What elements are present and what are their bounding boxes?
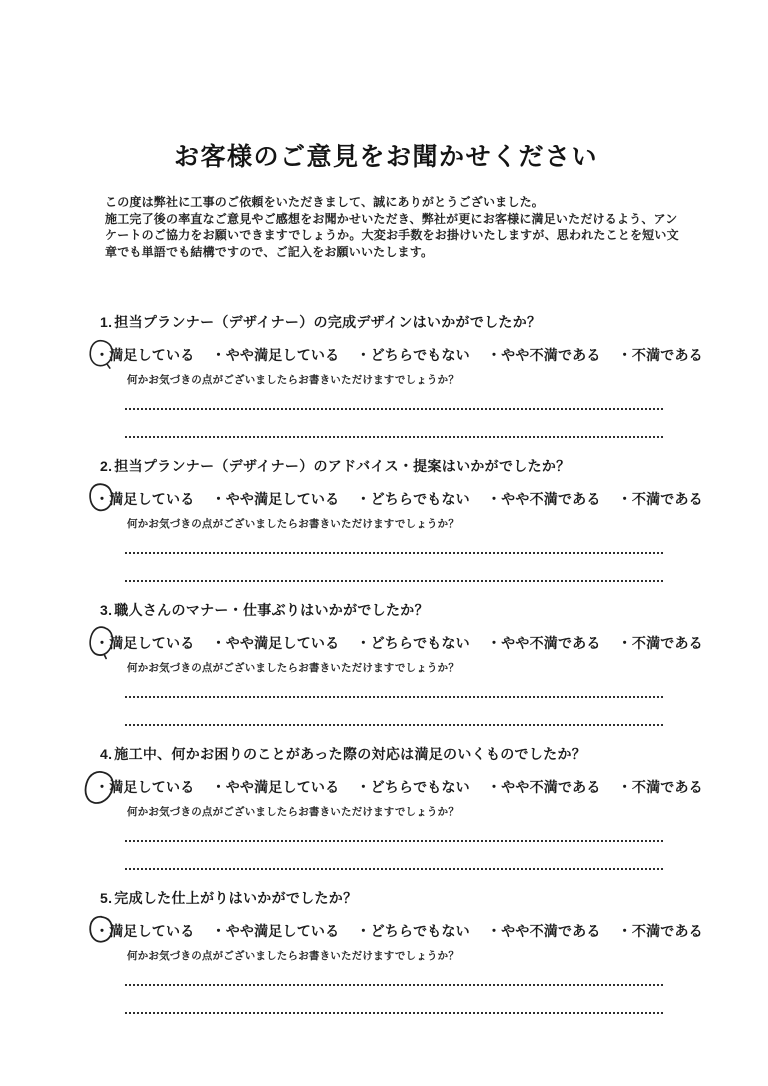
option-label: どちらでもない xyxy=(370,491,470,507)
option-somewhat-dissatisfied xyxy=(487,489,601,509)
option-dissatisfied xyxy=(618,633,703,653)
option-bullet: ・ xyxy=(356,347,371,363)
option-bullet: ・ xyxy=(95,923,110,939)
option-somewhat-satisfied xyxy=(212,489,340,509)
option-dissatisfied xyxy=(618,921,703,941)
option-label: 不満である xyxy=(631,923,703,939)
option-label: 満足している xyxy=(109,491,195,507)
question-text xyxy=(100,600,676,618)
option-label: どちらでもない xyxy=(370,347,470,363)
question-block-5 xyxy=(95,888,703,1014)
answer-line xyxy=(125,840,663,842)
option-row xyxy=(95,921,703,940)
option-dissatisfied xyxy=(618,345,703,365)
question-number: 5. xyxy=(100,890,113,906)
comment-prompt: 何かお気づきの点がございましたらお書きいただけますでしょうか？ xyxy=(127,518,460,530)
option-label: やや満足している xyxy=(225,347,340,363)
intro-line: 施工完了後の率直なご意見やご感想をお聞かせいただき、弊社が更にお客様に満足いただけるよう、アン xyxy=(105,211,678,226)
option-neutral xyxy=(356,921,469,941)
comment-prompt: 何かお気づきの点がございましたらお書きいただけますでしょうか？ xyxy=(127,806,460,818)
answer-line xyxy=(125,696,663,698)
option-label: 不満である xyxy=(631,347,703,363)
option-somewhat-dissatisfied xyxy=(487,921,601,941)
option-somewhat-dissatisfied xyxy=(487,345,601,365)
question-label: 施工中、何かお困りのことがあった際の対応は満足のいくものでしたか？ xyxy=(114,746,587,762)
option-satisfied xyxy=(95,633,194,653)
option-label: どちらでもない xyxy=(370,635,470,651)
option-bullet: ・ xyxy=(617,491,632,507)
option-bullet: ・ xyxy=(211,491,226,507)
option-satisfied xyxy=(95,921,194,941)
form-intro xyxy=(105,194,679,260)
option-neutral xyxy=(356,777,469,797)
option-label: やや満足している xyxy=(225,491,340,507)
option-row xyxy=(95,633,703,652)
answer-line xyxy=(125,580,663,582)
answer-line xyxy=(125,436,663,438)
option-label: やや満足している xyxy=(225,779,340,795)
question-number: 3. xyxy=(100,602,113,618)
option-bullet: ・ xyxy=(356,491,371,507)
question-text xyxy=(100,744,676,762)
comment-prompt: 何かお気づきの点がございましたらお書きいただけますでしょうか？ xyxy=(127,662,460,674)
option-bullet: ・ xyxy=(95,635,110,651)
question-number: 2. xyxy=(100,458,113,474)
question-label: 職人さんのマナー・仕事ぶりはいかがでしたか？ xyxy=(114,602,429,618)
question-block-2 xyxy=(95,456,703,582)
option-neutral xyxy=(356,489,469,509)
question-block-1 xyxy=(95,312,703,438)
form-title: お客様のご意見をお聞かせください xyxy=(173,144,598,171)
option-bullet: ・ xyxy=(617,923,632,939)
option-label: やや満足している xyxy=(225,635,340,651)
option-satisfied xyxy=(95,777,194,797)
option-somewhat-dissatisfied xyxy=(487,633,601,653)
question-label: 完成した仕上がりはいかがでしたか？ xyxy=(114,890,358,906)
comment-prompt: 何かお気づきの点がございましたらお書きいただけますでしょうか？ xyxy=(127,374,460,386)
question-label: 担当プランナー（デザイナー）の完成デザインはいかがでしたか？ xyxy=(114,314,542,330)
option-label: やや満足している xyxy=(225,923,340,939)
answer-line xyxy=(125,408,663,410)
question-block-4 xyxy=(95,744,703,870)
option-somewhat-dissatisfied xyxy=(487,777,601,797)
option-label: 不満である xyxy=(631,635,703,651)
option-label: やや不満である xyxy=(501,491,601,507)
question-block-3 xyxy=(95,600,703,726)
option-somewhat-satisfied xyxy=(212,345,340,365)
question-number: 1. xyxy=(100,314,113,330)
option-neutral xyxy=(356,633,469,653)
option-label: 満足している xyxy=(109,635,195,651)
option-neutral xyxy=(356,345,469,365)
question-text xyxy=(100,312,676,330)
option-bullet: ・ xyxy=(617,779,632,795)
question-text xyxy=(100,456,676,474)
option-bullet: ・ xyxy=(486,491,502,507)
option-bullet: ・ xyxy=(211,635,226,651)
option-row xyxy=(95,489,703,508)
answer-line xyxy=(125,868,663,870)
option-label: 満足している xyxy=(109,923,195,939)
option-bullet: ・ xyxy=(617,635,632,651)
option-label: 不満である xyxy=(631,779,703,795)
option-bullet: ・ xyxy=(95,347,110,363)
option-bullet: ・ xyxy=(356,635,371,651)
option-label: 満足している xyxy=(109,779,195,795)
answer-line xyxy=(125,984,663,986)
option-bullet: ・ xyxy=(356,779,371,795)
option-bullet: ・ xyxy=(211,347,226,363)
question-list xyxy=(95,312,703,1014)
option-bullet: ・ xyxy=(211,779,226,795)
option-bullet: ・ xyxy=(486,779,502,795)
option-label: やや不満である xyxy=(501,347,601,363)
option-bullet: ・ xyxy=(486,635,502,651)
intro-line: この度は弊社に工事のご依頼をいただきまして、誠にありがとうございました。 xyxy=(105,195,544,209)
question-text xyxy=(100,888,676,906)
option-label: どちらでもない xyxy=(370,923,470,939)
option-dissatisfied xyxy=(618,777,703,797)
option-satisfied xyxy=(95,345,194,365)
option-bullet: ・ xyxy=(95,779,110,795)
option-dissatisfied xyxy=(618,489,703,509)
option-row xyxy=(95,345,703,364)
option-bullet: ・ xyxy=(617,347,632,363)
option-bullet: ・ xyxy=(486,923,502,939)
option-label: 不満である xyxy=(631,491,703,507)
option-bullet: ・ xyxy=(356,923,371,939)
intro-line: 章でも単語でも結構ですので、ご記入をお願いいたします。 xyxy=(105,244,434,259)
question-label: 担当プランナー（デザイナー）のアドバイス・提案はいかがでしたか？ xyxy=(114,458,571,474)
option-label: どちらでもない xyxy=(370,779,470,795)
option-somewhat-satisfied xyxy=(212,777,340,797)
option-row xyxy=(95,777,703,796)
option-bullet: ・ xyxy=(486,347,502,363)
option-label: やや不満である xyxy=(501,635,601,651)
option-label: 満足している xyxy=(109,347,195,363)
option-bullet: ・ xyxy=(95,491,110,507)
option-somewhat-satisfied xyxy=(212,921,340,941)
option-label: やや不満である xyxy=(501,779,601,795)
comment-prompt: 何かお気づきの点がございましたらお書きいただけますでしょうか？ xyxy=(127,950,460,962)
option-bullet: ・ xyxy=(211,923,226,939)
answer-line xyxy=(125,552,663,554)
intro-line: ケートのご協力をお願いできますでしょうか。大変お手数をお掛けいたしますが、思われたことを短い文 xyxy=(105,228,679,242)
option-somewhat-satisfied xyxy=(212,633,340,653)
option-label: やや不満である xyxy=(501,923,601,939)
option-satisfied xyxy=(95,489,194,509)
answer-line xyxy=(125,1012,663,1014)
question-number: 4. xyxy=(100,746,113,762)
answer-line xyxy=(125,724,663,726)
